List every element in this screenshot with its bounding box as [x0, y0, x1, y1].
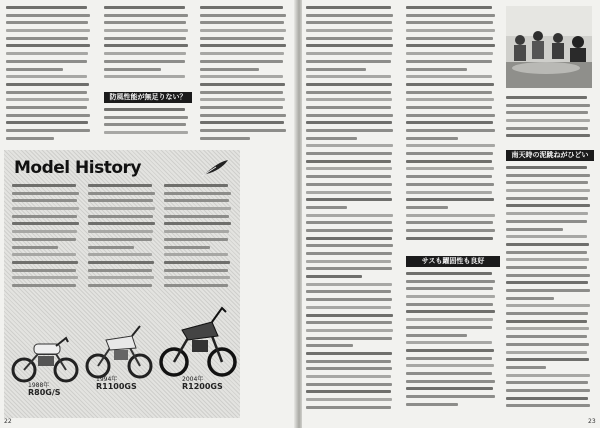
- text-line: [506, 134, 590, 137]
- text-line: [306, 137, 357, 140]
- left-page: [0, 0, 296, 428]
- text-line: [88, 192, 155, 195]
- text-line: [6, 91, 87, 94]
- text-line: [306, 60, 391, 63]
- text-line: [6, 68, 63, 71]
- text-line: [506, 104, 590, 107]
- text-line: [12, 184, 76, 187]
- text-line: [306, 360, 391, 363]
- text-line: [406, 91, 492, 94]
- text-line: [506, 204, 590, 207]
- text-line: [306, 260, 391, 263]
- text-line: [306, 175, 391, 178]
- text-line: [306, 267, 392, 270]
- text-line: [12, 246, 58, 249]
- motorcycle-image-r1100gs: [84, 318, 154, 380]
- text-line: [406, 75, 492, 78]
- text-line: [200, 114, 286, 117]
- text-line: [104, 21, 186, 24]
- text-line: [406, 287, 493, 290]
- text-line: [6, 6, 87, 9]
- text-column-3: [200, 6, 290, 146]
- text-line: [12, 269, 76, 272]
- text-line: [506, 404, 590, 407]
- text-line: [506, 258, 589, 261]
- text-column-5b: [406, 272, 500, 418]
- text-line: [306, 406, 391, 409]
- text-column-6: [506, 96, 594, 146]
- history-text-2: [88, 184, 158, 296]
- text-line: [306, 152, 392, 155]
- text-line: [200, 14, 286, 17]
- text-line: [12, 253, 76, 256]
- text-line: [306, 21, 392, 24]
- model-history-box: [4, 150, 240, 418]
- text-line: [406, 83, 494, 86]
- text-line: [104, 6, 185, 9]
- text-line: [506, 228, 563, 231]
- text-line: [506, 351, 587, 354]
- text-line: [88, 276, 154, 279]
- text-line: [406, 60, 492, 63]
- text-line: [306, 129, 393, 132]
- text-line: [306, 214, 393, 217]
- text-line: [6, 129, 90, 132]
- text-line: [306, 198, 392, 201]
- text-line: [406, 380, 495, 383]
- text-line: [406, 198, 494, 201]
- text-line: [164, 184, 228, 187]
- text-line: [200, 68, 259, 71]
- text-line: [406, 206, 448, 209]
- text-line: [306, 375, 391, 378]
- text-line: [406, 334, 467, 337]
- text-column-5: [406, 6, 500, 252]
- text-line: [164, 276, 230, 279]
- text-line: [406, 326, 492, 329]
- text-line: [306, 290, 391, 293]
- text-line: [88, 230, 153, 233]
- motorcycle-image-r80gs: [10, 328, 80, 383]
- text-line: [506, 197, 588, 200]
- text-line: [406, 295, 495, 298]
- text-line: [306, 98, 392, 101]
- text-line: [6, 29, 90, 32]
- text-line: [506, 289, 590, 292]
- text-line: [200, 98, 285, 101]
- text-line: [306, 306, 391, 309]
- text-line: [306, 352, 392, 355]
- text-column-6b: [506, 166, 594, 418]
- text-line: [406, 372, 492, 375]
- text-line: [506, 343, 589, 346]
- text-line: [506, 127, 588, 130]
- text-line: [506, 320, 587, 323]
- text-line: [506, 181, 588, 184]
- text-line: [306, 114, 393, 117]
- text-line: [506, 166, 587, 169]
- text-line: [406, 175, 492, 178]
- text-line: [506, 374, 590, 377]
- text-line: [200, 129, 286, 132]
- text-line: [88, 184, 152, 187]
- history-text-3: [164, 184, 234, 296]
- text-line: [164, 246, 210, 249]
- text-line: [506, 327, 589, 330]
- text-line: [88, 222, 155, 225]
- text-line: [88, 269, 152, 272]
- text-line: [6, 121, 88, 124]
- text-line: [506, 251, 587, 254]
- text-line: [506, 243, 589, 246]
- text-line: [406, 121, 493, 124]
- text-line: [200, 121, 284, 124]
- text-line: [104, 44, 188, 47]
- bike-caption-3: 2004年 R1200GS: [182, 376, 223, 391]
- text-line: [6, 98, 89, 101]
- text-line: [104, 68, 161, 71]
- text-line: [406, 21, 493, 24]
- text-line: [104, 14, 188, 17]
- section-heading-suspension: サスも躍固性も良好: [406, 256, 500, 267]
- text-line: [306, 75, 391, 78]
- bike-caption-2: 1994年 R1100GS: [96, 376, 137, 391]
- text-line: [506, 119, 590, 122]
- text-line: [6, 83, 89, 86]
- text-line: [164, 269, 228, 272]
- text-line: [406, 214, 495, 217]
- text-line: [164, 192, 231, 195]
- section-heading: 防風性能が無足りない？: [104, 92, 192, 103]
- text-line: [506, 189, 590, 192]
- text-line: [306, 6, 391, 9]
- people-at-table-image: [506, 6, 592, 88]
- section-heading-south: 南天時の泥跳ねがひどい: [506, 150, 594, 161]
- text-line: [6, 137, 54, 140]
- text-line: [306, 237, 392, 240]
- text-line: [406, 395, 495, 398]
- text-line: [306, 14, 393, 17]
- text-line: [164, 222, 231, 225]
- text-line: [306, 367, 392, 370]
- history-text-1: [12, 184, 82, 296]
- text-line: [506, 335, 587, 338]
- text-line: [406, 144, 495, 147]
- text-line: [406, 137, 458, 140]
- page-number-right: 23: [588, 418, 596, 425]
- text-line: [104, 116, 188, 119]
- text-line: [200, 21, 284, 24]
- text-column-2b: [104, 108, 192, 146]
- text-line: [306, 83, 392, 86]
- text-line: [12, 199, 77, 202]
- text-line: [88, 246, 134, 249]
- text-line: [6, 14, 90, 17]
- text-line: [406, 349, 494, 352]
- text-line: [104, 60, 185, 63]
- text-line: [406, 229, 495, 232]
- text-line: [506, 220, 587, 223]
- text-line: [200, 106, 283, 109]
- text-line: [306, 344, 353, 347]
- text-line: [506, 304, 590, 307]
- text-line: [306, 44, 393, 47]
- text-line: [200, 91, 283, 94]
- text-line: [506, 266, 587, 269]
- text-column-4: [306, 6, 398, 418]
- text-line: [306, 106, 391, 109]
- text-line: [164, 230, 229, 233]
- page-number-left: 22: [4, 418, 12, 425]
- text-line: [88, 207, 155, 210]
- text-line: [506, 235, 587, 238]
- text-line: [406, 114, 495, 117]
- text-line: [406, 303, 493, 306]
- text-line: [406, 14, 495, 17]
- motorcycle-image-r1200gs: [158, 300, 238, 378]
- text-line: [12, 261, 78, 264]
- feather-icon: [200, 158, 230, 178]
- text-line: [164, 284, 228, 287]
- text-line: [406, 106, 492, 109]
- text-line: [306, 221, 392, 224]
- text-line: [164, 215, 229, 218]
- text-line: [6, 114, 90, 117]
- text-line: [406, 403, 458, 406]
- text-line: [406, 310, 495, 313]
- text-line: [6, 60, 87, 63]
- text-line: [306, 144, 393, 147]
- text-line: [506, 212, 588, 215]
- text-line: [6, 52, 88, 55]
- text-line: [306, 314, 393, 317]
- text-line: [406, 68, 467, 71]
- text-line: [104, 108, 185, 111]
- text-line: [306, 283, 392, 286]
- text-line: [306, 191, 391, 194]
- text-line: [104, 75, 185, 78]
- text-line: [306, 68, 366, 71]
- text-line: [506, 366, 546, 369]
- text-line: [306, 329, 393, 332]
- text-line: [200, 29, 286, 32]
- text-line: [306, 91, 391, 94]
- text-line: [306, 121, 392, 124]
- text-line: [12, 222, 79, 225]
- text-line: [6, 75, 87, 78]
- text-line: [164, 207, 231, 210]
- text-line: [406, 221, 493, 224]
- text-line: [306, 321, 392, 324]
- text-line: [104, 37, 186, 40]
- text-line: [306, 52, 392, 55]
- text-line: [306, 383, 392, 386]
- text-line: [506, 381, 588, 384]
- text-line: [200, 75, 283, 78]
- text-line: [506, 297, 554, 300]
- text-line: [306, 167, 392, 170]
- text-line: [164, 238, 228, 241]
- text-line: [88, 284, 152, 287]
- text-line: [12, 207, 79, 210]
- text-line: [506, 174, 590, 177]
- text-line: [506, 274, 590, 277]
- text-line: [104, 123, 186, 126]
- text-line: [306, 229, 393, 232]
- text-line: [12, 238, 76, 241]
- meeting-photo: [506, 6, 592, 88]
- text-line: [506, 312, 588, 315]
- text-line: [506, 358, 589, 361]
- text-line: [306, 206, 347, 209]
- text-line: [200, 137, 250, 140]
- text-line: [6, 21, 88, 24]
- text-line: [200, 44, 286, 47]
- text-column-1: [6, 6, 94, 146]
- text-line: [406, 357, 492, 360]
- text-line: [406, 318, 493, 321]
- text-line: [200, 52, 284, 55]
- text-line: [406, 160, 492, 163]
- text-line: [406, 341, 492, 344]
- text-line: [406, 280, 495, 283]
- text-line: [306, 298, 392, 301]
- text-line: [164, 261, 230, 264]
- text-line: [306, 252, 392, 255]
- text-line: [6, 37, 88, 40]
- text-line: [406, 183, 494, 186]
- text-line: [506, 96, 587, 99]
- text-line: [406, 98, 494, 101]
- text-line: [200, 83, 285, 86]
- text-line: [306, 390, 391, 393]
- bike-caption-1: 1988年 R80G/S: [28, 382, 61, 397]
- text-line: [200, 37, 284, 40]
- text-line: [306, 183, 392, 186]
- text-line: [306, 337, 392, 340]
- text-line: [406, 191, 492, 194]
- text-line: [306, 275, 362, 278]
- model-history-title: Model History: [14, 158, 141, 178]
- text-line: [506, 397, 588, 400]
- text-line: [6, 44, 90, 47]
- text-line: [306, 160, 391, 163]
- text-line: [104, 29, 188, 32]
- text-line: [306, 37, 392, 40]
- text-line: [306, 398, 392, 401]
- text-line: [406, 237, 493, 240]
- text-line: [406, 364, 494, 367]
- text-line: [164, 199, 229, 202]
- text-line: [406, 29, 495, 32]
- text-line: [506, 281, 588, 284]
- text-line: [104, 131, 188, 134]
- text-line: [88, 253, 152, 256]
- text-line: [506, 111, 588, 114]
- text-line: [506, 389, 590, 392]
- text-line: [12, 230, 77, 233]
- text-line: [406, 387, 493, 390]
- text-line: [406, 44, 495, 47]
- text-line: [12, 284, 76, 287]
- text-line: [200, 60, 283, 63]
- text-line: [306, 244, 393, 247]
- text-line: [406, 129, 495, 132]
- text-line: [406, 272, 492, 275]
- text-line: [306, 29, 393, 32]
- text-line: [12, 215, 77, 218]
- text-line: [406, 167, 494, 170]
- text-line: [6, 106, 87, 109]
- text-line: [88, 261, 154, 264]
- text-line: [88, 199, 153, 202]
- text-line: [200, 6, 283, 9]
- text-line: [164, 253, 228, 256]
- text-line: [104, 52, 186, 55]
- text-line: [406, 52, 493, 55]
- text-line: [12, 192, 79, 195]
- text-line: [88, 238, 152, 241]
- text-column-2: [104, 6, 192, 88]
- text-line: [406, 37, 493, 40]
- text-line: [12, 276, 78, 279]
- text-line: [406, 6, 492, 9]
- text-line: [88, 215, 153, 218]
- text-line: [406, 152, 493, 155]
